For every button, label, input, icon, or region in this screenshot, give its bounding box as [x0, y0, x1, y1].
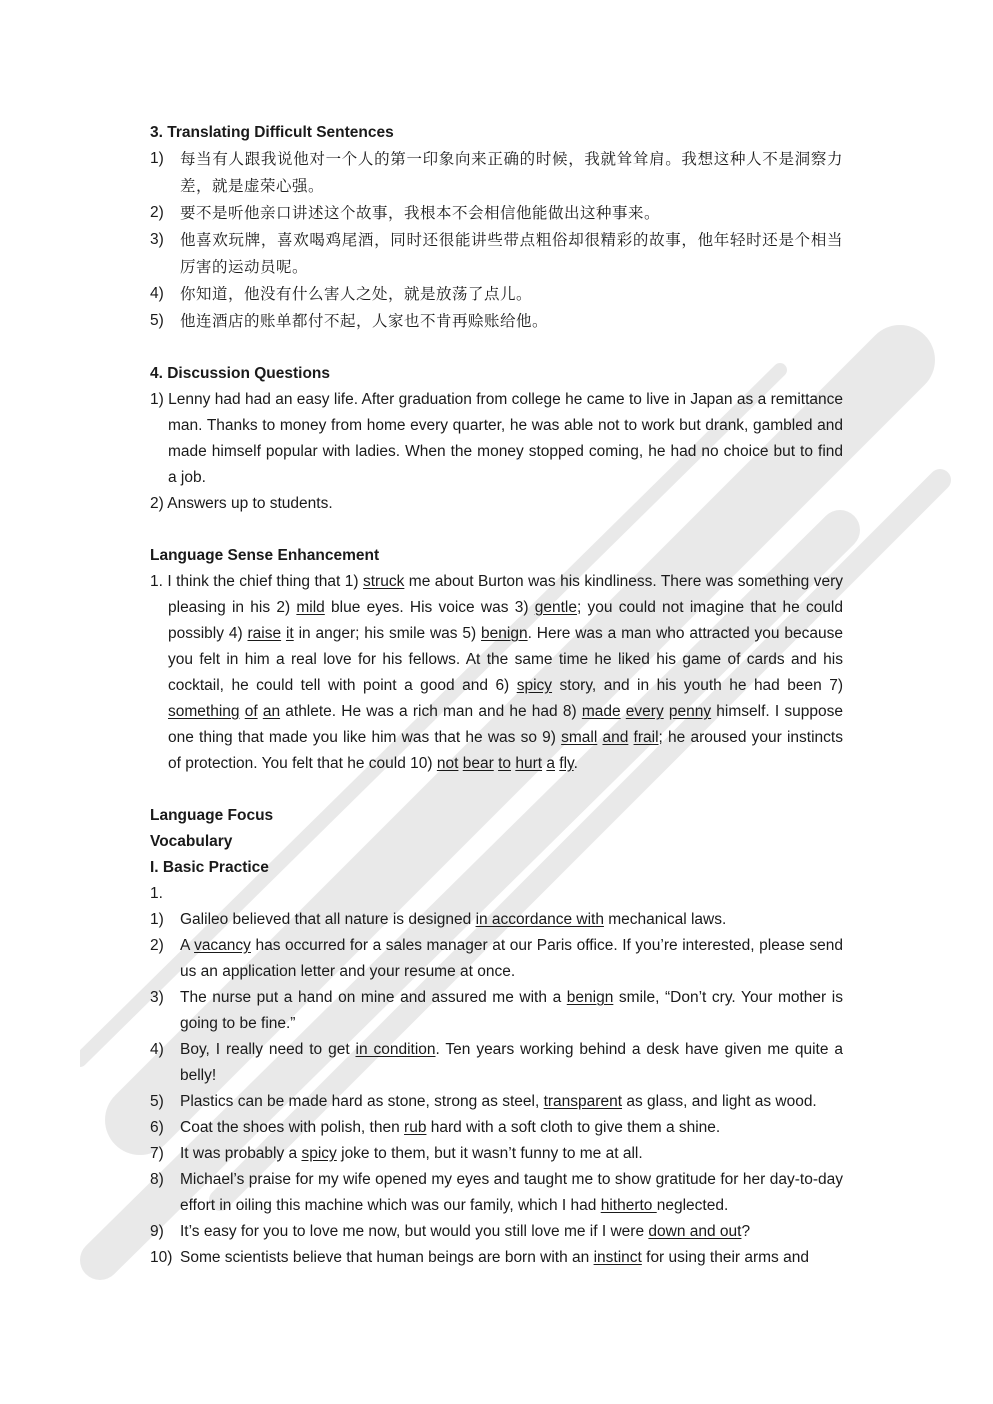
answer-word: transparent	[543, 1093, 623, 1110]
blank-answer: and	[602, 729, 629, 746]
item-number: 9)	[150, 1223, 164, 1240]
blank-answer: penny	[668, 703, 712, 720]
blank-answer: mild	[296, 599, 325, 616]
blank-answer: it	[285, 625, 294, 642]
blank-answer: small	[561, 729, 598, 746]
item-number: 7)	[150, 1145, 164, 1162]
item-number: 4)	[150, 1041, 164, 1058]
blank-answer: frail	[633, 729, 659, 746]
item-text: 他连酒店的账单都付不起，人家也不肯再赊账给他。	[180, 312, 549, 330]
item-number: 3)	[150, 989, 164, 1006]
item-number: 2)	[150, 937, 164, 954]
subheading-vocabulary: Vocabulary	[150, 833, 233, 850]
item-number: 6)	[150, 1119, 164, 1136]
blank-answer: bear	[462, 755, 494, 772]
item-text: 每当有人跟我说他对一个人的第一印象向来正确的时候，我就耸耸肩。我想这种人不是洞察力差，就是虚荣心强。	[180, 150, 843, 195]
blank-answer: raise	[247, 625, 282, 642]
language-sense-paragraph: 1. I think the chief thing that 1) struck me about Burton was his kindliness. There was something very pleasing in his 2) mild blue eyes. His voice was 3) gentle; you could not imagine that he could possibly 4) raise it in anger; his smile was 5) benign. Here was a man who attracted you because you felt in him a real love for his fellows. At the same time he liked his game of cards and his cocktail, he could tell with point a good and 6) spicy story, and in his youth he had been 7) something of an athlete. He was a rich man and he had 8) made every penny himself. I suppose one thing that made you like him was that he was so 9) small and frail; he aroused your instincts of protection. You felt that he could 10) not bear to hurt a fly.	[150, 573, 843, 772]
item-number: 2)	[150, 204, 164, 221]
list-item: 5) Plastics can be made hard as stone, strong as steel, transparent as glass, and light as wood.	[150, 1089, 843, 1115]
discussion-answer-1: 1) Lenny had had an easy life. After graduation from college he came to live in Japan as a remittance man. Thanks to money from home every quarter, he was able not to work but drank, gambled and made himself popular with ladies. When the money stopped coming, he had no choice but to find a job.	[150, 391, 843, 486]
item-text: 要不是听他亲口讲述这个故事，我根本不会相信他能做出这种事来。	[180, 204, 661, 222]
blank-answer: gentle	[534, 599, 577, 616]
item-number: 4)	[150, 285, 164, 302]
blank-answer: a	[546, 755, 555, 772]
list-item: 9) It’s easy for you to love me now, but would you still love me if I were down and out?	[150, 1219, 843, 1245]
blank-answer: not	[436, 755, 459, 772]
blank-answer: made	[581, 703, 621, 720]
list-item: 1) Galileo believed that all nature is designed in accordance with mechanical laws.	[150, 907, 843, 933]
blank-answer: every	[625, 703, 664, 720]
item-number: 1)	[150, 911, 164, 928]
discussion-answer-2: 2) Answers up to students.	[150, 495, 333, 512]
blank-answer: hurt	[515, 755, 543, 772]
blank-answer: an	[262, 703, 281, 720]
answer-word: down and out	[648, 1223, 742, 1240]
item-number: 10)	[150, 1249, 173, 1266]
blank-answer: of	[244, 703, 258, 720]
section-heading-translating: 3. Translating Difficult Sentences	[150, 124, 394, 141]
answer-word: hitherto	[600, 1197, 657, 1214]
answer-word: instinct	[593, 1249, 642, 1266]
answer-word: vacancy	[194, 937, 251, 954]
item-text: 他喜欢玩牌，喜欢喝鸡尾酒，同时还很能讲些带点粗俗却很精彩的故事，他年轻时还是个相当厉害的运动员呢。	[180, 231, 843, 276]
subheading-basic-practice: I. Basic Practice	[150, 859, 269, 876]
list-item: 8) Michael’s praise for my wife opened my eyes and taught me to show gratitude for her day-to-day effort in oiling this machine which was our family, which I had hitherto neglected.	[150, 1167, 843, 1219]
list-item: 3) The nurse put a hand on mine and assured me with a benign smile, “Don’t cry. Your mother is going to be fine.”	[150, 985, 843, 1037]
blank-answer: spicy	[516, 677, 553, 694]
blank-answer: benign	[481, 625, 528, 642]
answer-word: in condition	[355, 1041, 436, 1058]
section-heading-discussion: 4. Discussion Questions	[150, 365, 331, 382]
list-item: 7) It was probably a spicy joke to them, but it wasn’t funny to me at all.	[150, 1141, 843, 1167]
list-item	[150, 227, 843, 281]
list-item	[150, 281, 843, 308]
item-number: 1)	[150, 150, 164, 167]
blank-answer: something	[168, 703, 240, 720]
blank-answer: struck	[363, 573, 405, 590]
answer-word: rub	[404, 1119, 427, 1136]
item-number: 5)	[150, 312, 164, 329]
answer-word: spicy	[301, 1145, 337, 1162]
item-number: 5)	[150, 1093, 164, 1110]
list-item	[150, 146, 843, 200]
answer-word: in accordance with	[475, 911, 604, 928]
item-number: 8)	[150, 1171, 164, 1188]
list-item: 2) A vacancy has occurred for a sales manager at our Paris office. If you’re interested, please send us an application letter and your resume at once.	[150, 933, 843, 985]
answer-word: benign	[566, 989, 614, 1006]
section-heading-language-focus: Language Focus	[150, 807, 274, 824]
blank-answer: fly	[559, 755, 574, 772]
blank-answer: to	[498, 755, 512, 772]
document-page	[150, 120, 843, 1271]
item-number: 3)	[150, 231, 164, 248]
item-text: 你知道，他没有什么害人之处，就是放荡了点儿。	[180, 285, 533, 303]
list-item	[150, 200, 843, 227]
list-item: 10) Some scientists believe that human beings are born with an instinct for using their arms and	[150, 1245, 843, 1271]
section-heading-language-sense: Language Sense Enhancement	[150, 547, 380, 564]
list-item	[150, 308, 843, 335]
list-item: 6) Coat the shoes with polish, then rub hard with a soft cloth to give them a shine.	[150, 1115, 843, 1141]
list-item: 4) Boy, I really need to get in condition. Ten years working behind a desk have given me quite a belly!	[150, 1037, 843, 1089]
exercise-number: 1.	[150, 885, 163, 902]
